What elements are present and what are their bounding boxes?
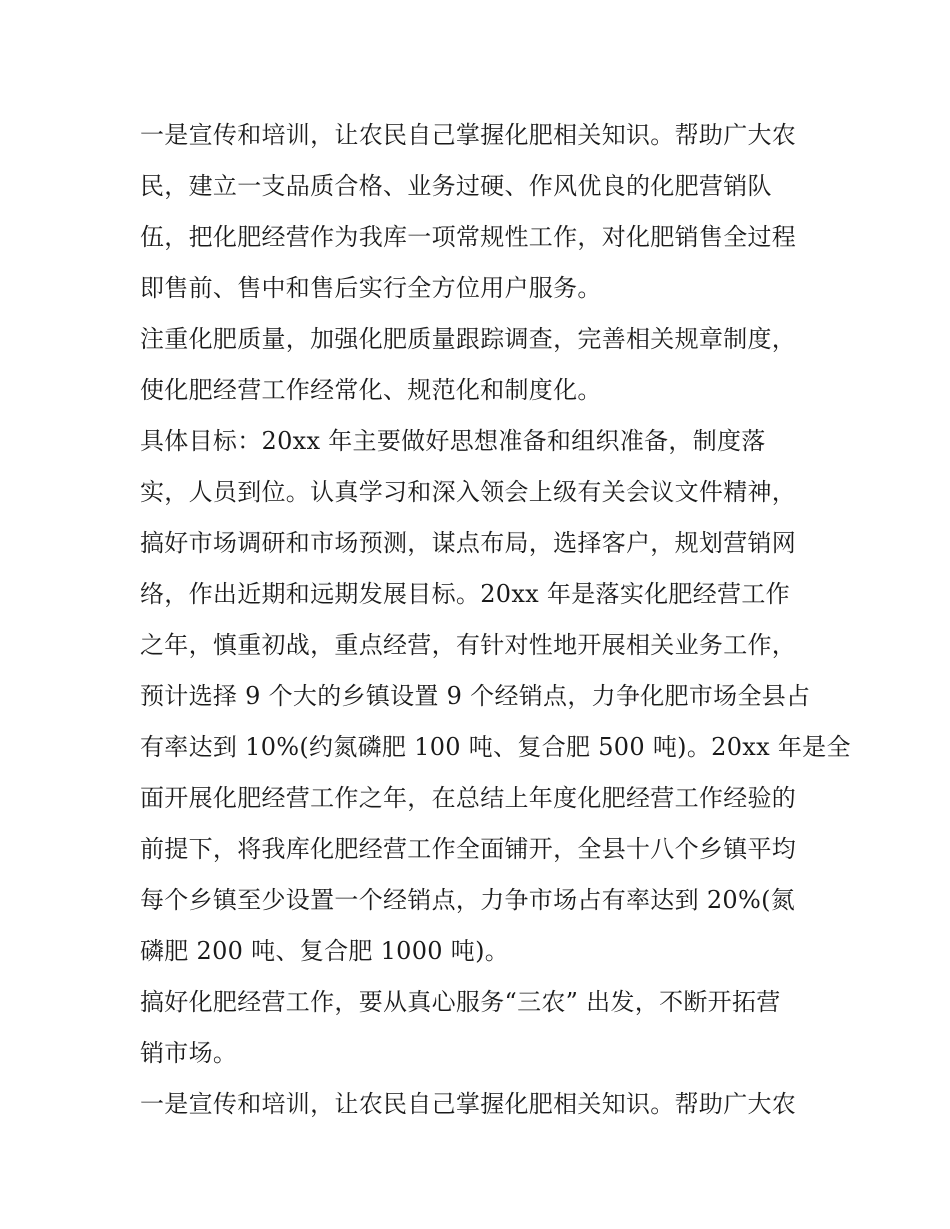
text-line: 一是宣传和培训，让农民自己掌握化肥相关知识。帮助广大农 xyxy=(140,1090,797,1118)
text-line: 搞好市场调研和市场预测，谋点布局，选择客户，规划营销网 xyxy=(140,529,797,557)
text-line: 一是宣传和培训，让农民自己掌握化肥相关知识。帮助广大农 xyxy=(140,121,797,149)
text-line: 使化肥经营工作经常化、规范化和制度化。 xyxy=(140,376,602,404)
text-line: 民，建立一支品质合格、业务过硬、作风优良的化肥营销队 xyxy=(140,172,772,200)
text-line: 具体目标：20xx 年主要做好思想准备和组织准备，制度落 xyxy=(140,427,766,455)
document-body xyxy=(140,110,851,1130)
text-line: 之年，慎重初战，重点经营，有针对性地开展相关业务工作， xyxy=(140,631,797,659)
text-line: 磷肥 200 吨、复合肥 1000 吨)。 xyxy=(140,937,510,965)
text-line: 销市场。 xyxy=(140,1039,238,1067)
text-line: 预计选择 9 个大的乡镇设置 9 个经销点，力争化肥市场全县占 xyxy=(140,682,811,710)
text-line: 搞好化肥经营工作，要从真心服务“三农” 出发，不断开拓营 xyxy=(140,988,781,1016)
text-line: 前提下，将我库化肥经营工作全面铺开，全县十八个乡镇平均 xyxy=(140,835,797,863)
text-line: 实，人员到位。认真学习和深入领会上级有关会议文件精神， xyxy=(140,478,797,506)
text-line: 即售前、售中和售后实行全方位用户服务。 xyxy=(140,274,602,302)
text-line: 每个乡镇至少设置一个经销点，力争市场占有率达到 20%(氮 xyxy=(140,886,796,914)
text-line: 伍，把化肥经营作为我库一项常规性工作，对化肥销售全过程 xyxy=(140,223,797,251)
text-line: 有率达到 10%(约氮磷肥 100 吨、复合肥 500 吨)。20xx 年是全 xyxy=(140,733,851,761)
text-line: 注重化肥质量，加强化肥质量跟踪调查，完善相关规章制度， xyxy=(140,325,797,353)
text-line: 面开展化肥经营工作之年，在总结上年度化肥经营工作经验的 xyxy=(140,784,797,812)
text-line: 络，作出近期和远期发展目标。20xx 年是落实化肥经营工作 xyxy=(140,580,790,608)
